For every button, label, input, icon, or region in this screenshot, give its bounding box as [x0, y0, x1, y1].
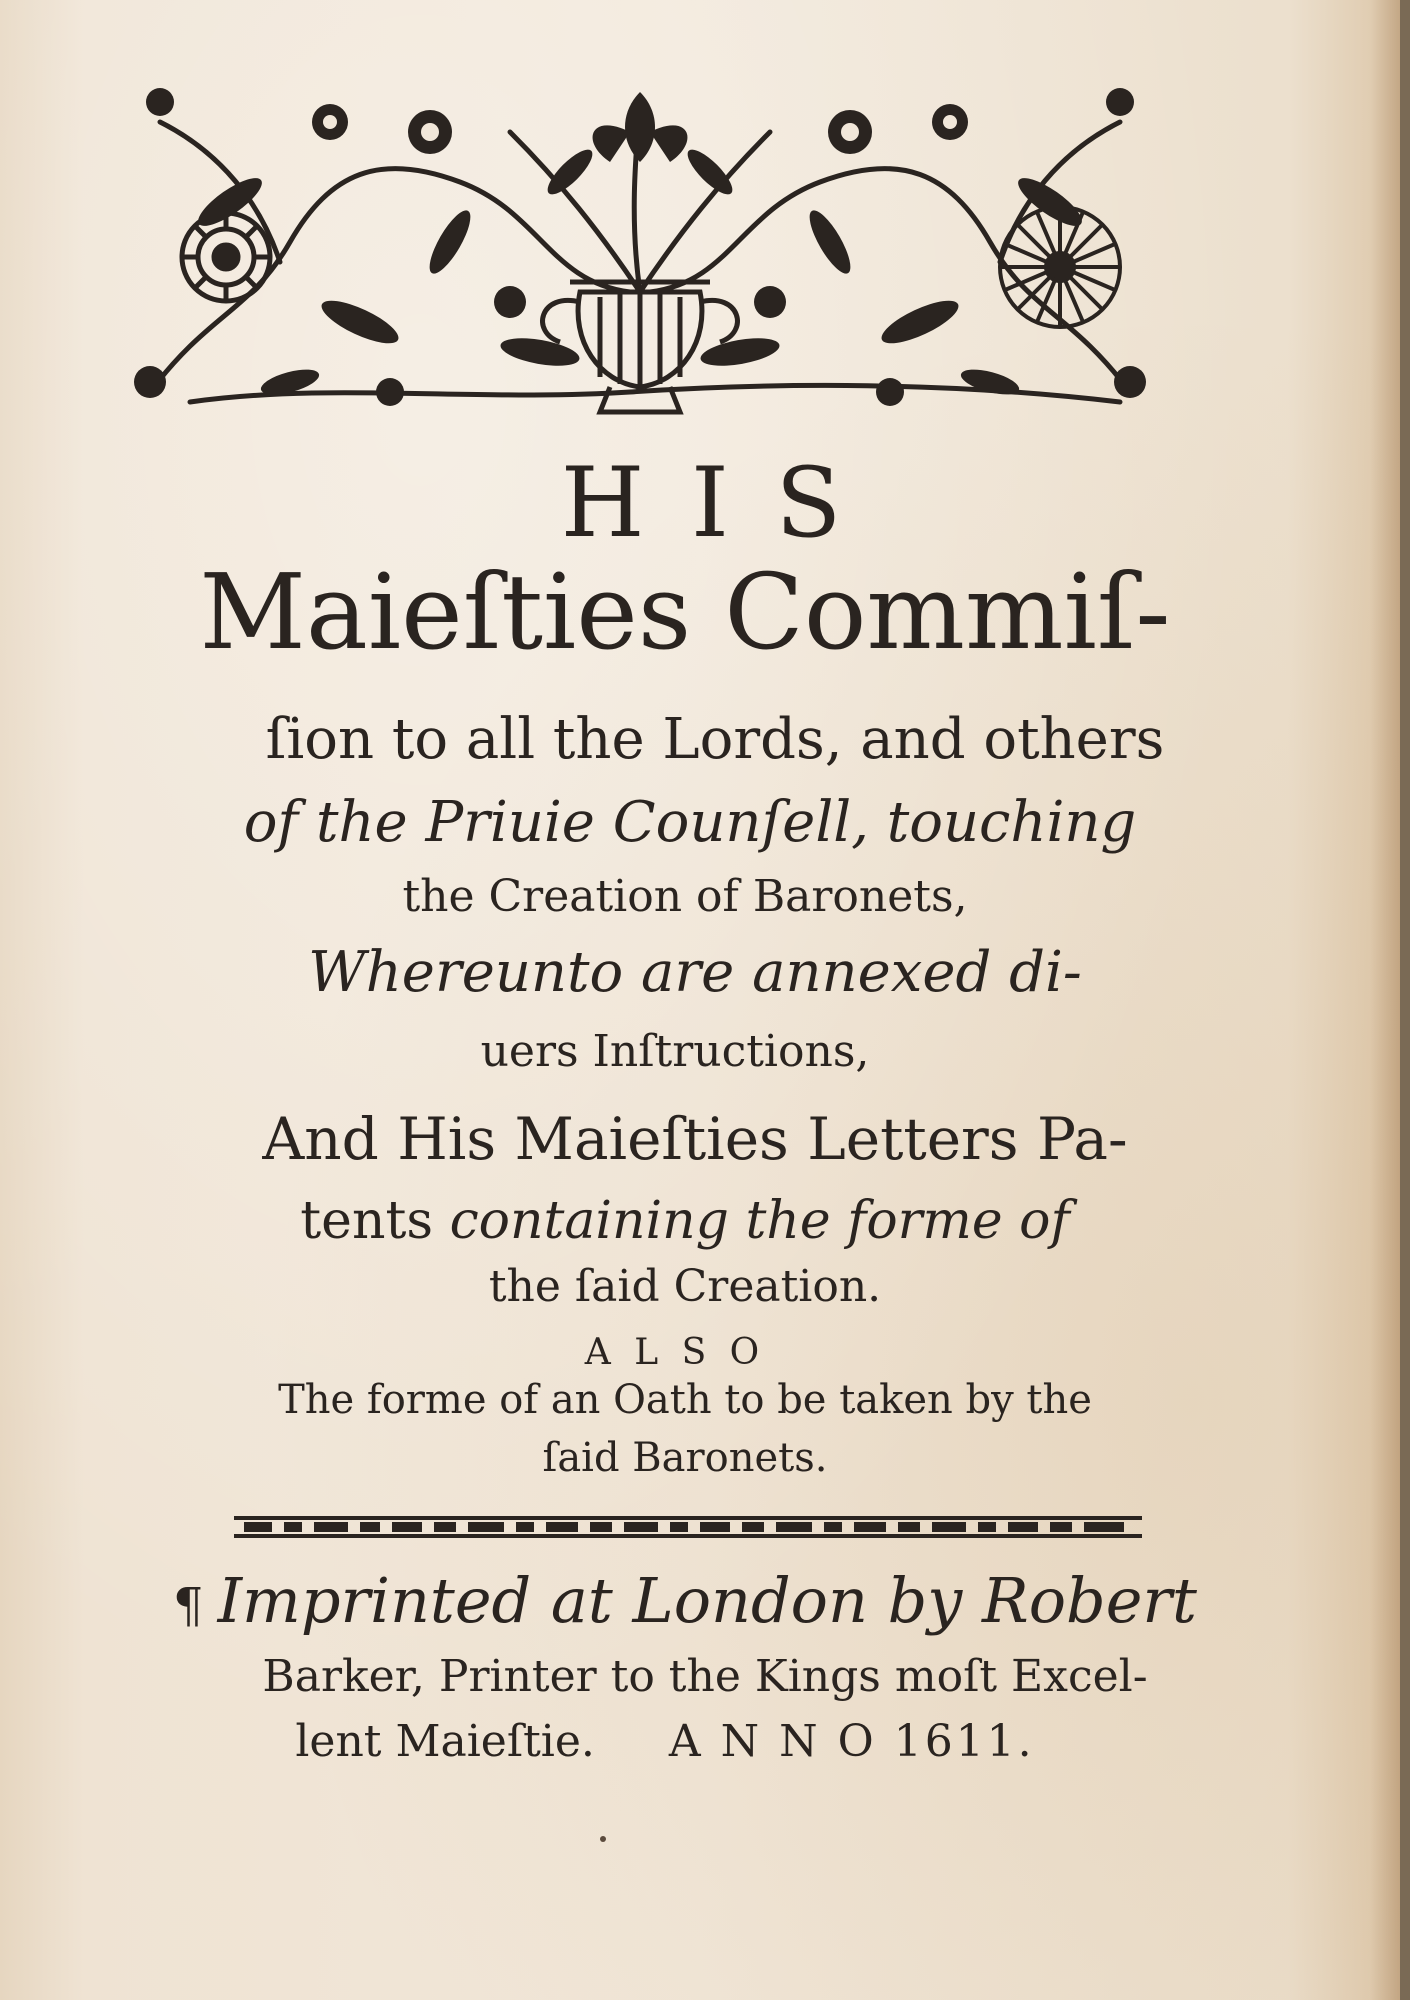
line-uers-instructions: uers Inſtructions,	[480, 1026, 870, 1077]
imprint-line-2: Barker, Printer to the Kings moſt Excel-	[262, 1651, 1148, 1702]
word-tents: tents	[300, 1191, 434, 1251]
line-sion-to-all: ſion to all the Lords, and others	[265, 707, 1165, 772]
line-forme-of-oath: The forme of an Oath to be taken by the	[278, 1377, 1092, 1423]
title-maiesties-commis: Maieſties Commiſ-	[199, 551, 1171, 673]
line-priuie-counsell: of the Priuie Counſell, touching	[243, 790, 1137, 855]
line-whereunto: Whereunto are annexed di-	[308, 940, 1082, 1005]
line-letters-patents: And His Maieſties Letters Pa-	[262, 1105, 1128, 1173]
pilcrow-icon: ¶	[173, 1578, 204, 1634]
imprint-imprinted-at-london: Imprinted at London by Robert	[217, 1564, 1197, 1637]
phrase-containing-the-forme: containing the forme of	[449, 1191, 1070, 1251]
imprint-anno-1611: A N N O 1611.	[668, 1716, 1035, 1767]
floral-headpiece-icon	[130, 62, 1150, 422]
line-creation-of-baronets: the Creation of Baronets,	[402, 871, 968, 922]
imprint-lent-maiestie: lent Maieſtie.	[295, 1716, 595, 1767]
imprint-line-3	[0, 1716, 1370, 1767]
line-said-creation: the ſaid Creation.	[488, 1261, 882, 1312]
stray-ink-dot	[600, 1836, 606, 1842]
title-his: H I S	[560, 447, 850, 559]
ornament-rule-icon	[234, 1514, 1142, 1540]
imprint-line-1	[0, 1564, 1390, 1637]
line-tents-containing	[0, 1191, 1390, 1251]
line-said-baronets: ſaid Baronets.	[542, 1435, 828, 1481]
line-also: A L S O	[584, 1332, 766, 1373]
